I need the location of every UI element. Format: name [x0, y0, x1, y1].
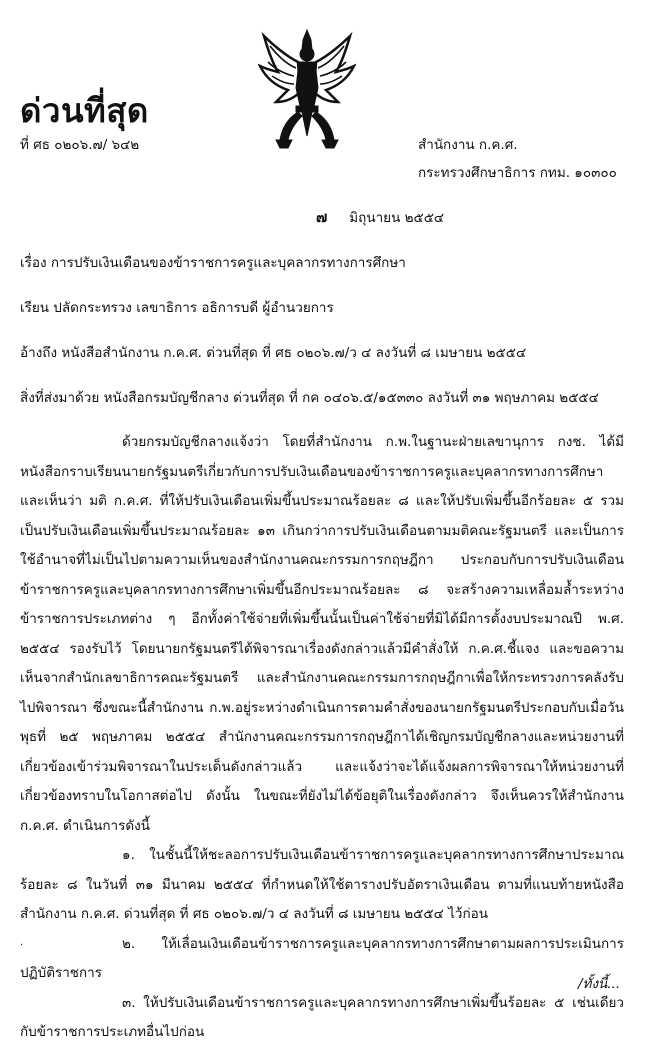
- garuda-emblem-icon: [258, 28, 356, 150]
- clause-1: ๑. ในชั้นนี้ให้ชะลอการปรับเงินเดือนข้าราชการครูและบุคลากรทางการศึกษาประมาณร้อยละ ๘ ในวันที่ ๓๑ มีนาคม ๒๕๕๔ ที่กำหนดให้ใช้ตารางปรับอัตราเงินเดือน ตามที่แนบท้ายหนังสือสำนักงาน ก.ค.ศ. ด่วนที่สุด ที่ ศธ ๐๒๐๖.๗/ว ๔ ลงวันที่ ๘ เมษายน ๒๕๕๔ ไว้ก่อน: [20, 847, 624, 922]
- urgency-heading: ด่วนที่สุด: [20, 91, 149, 130]
- recipient-line: เรียน ปลัดกระทรวง เลขาธิการ อธิการบดี ผู้อำนวยการ: [20, 300, 334, 316]
- continuation-marker: /ทั้งนี้...: [578, 976, 621, 992]
- enclosure-line: สิ่งที่ส่งมาด้วย หนังสือกรมบัญชีกลาง ด่วนที่สุด ที่ กค ๐๔๐๖.๕/๑๕๓๓๐ ลงวันที่ ๓๑ พฤษภาคม ๒๕๕๔: [20, 390, 599, 406]
- document-date: [316, 205, 444, 229]
- stray-mark: ·: [20, 940, 24, 951]
- date-month-year: มิถุนายน ๒๕๕๔: [349, 210, 445, 226]
- date-day: ๗: [316, 208, 328, 226]
- issuing-office: สำนักงาน ก.ค.ศ.: [418, 137, 518, 153]
- document-number: ที่ ศธ ๐๒๐๖.๗/ ๖๔๒: [20, 137, 140, 153]
- clause-3: ๓. ให้ปรับเงินเดือนข้าราชการครูและบุคลากรทางการศึกษาเพิ่มขึ้นร้อยละ ๕ เช่นเดียวกับข้าราชการประเภทอื่นไปก่อน: [20, 994, 624, 1040]
- letter-body: [20, 428, 624, 1048]
- reference-line: อ้างถึง หนังสือสำนักงาน ก.ค.ศ. ด่วนที่สุด ที่ ศธ ๐๒๐๖.๗/ว ๔ ลงวันที่ ๘ เมษายน ๒๕๕๔: [20, 345, 527, 361]
- body-paragraph: ด้วยกรมบัญชีกลางแจ้งว่า โดยที่สำนักงาน ก.พ.ในฐานะฝ่ายเลขานุการ กงช. ได้มีหนังสือกราบเรียนนายกรัฐมนตรีเกี่ยวกับการปรับเงินเดือนของข้าราชการครูและบุคลากรทางการศึกษา และเห็นว่า มติ ก.ค.ศ. ที่ให้ปรับเงินเดือนเพิ่มขึ้นประมาณร้อยละ ๘ และให้ปรับเพิ่มขึ้นอีกร้อยละ ๕ รวมเป็นปรับเงินเดือนเพิ่มขึ้นประมาณร้อยละ ๑๓ เกินกว่าการปรับเงินเดือนตามมติคณะรัฐมนตรี และเป็นการใช้อำนาจที่ไม่เป็นไปตามความเห็นของสำนักงานคณะกรรมการกฤษฎีกา ประกอบกับการปรับเงินเดือนข้าราชการครูและบุคลากรทางการศึกษาเพิ่มขึ้นอีกประมาณร้อยละ ๘ จะสร้างความเหลื่อมล้ำระหว่างข้าราชการประเภทต่าง ๆ อีกทั้งค่าใช้จ่ายที่เพิ่มขึ้นนั้นเป็นค่าใช้จ่ายที่มิได้มีการตั้งงบประมาณปี พ.ศ. ๒๕๕๔ รองรับไว้ โดยนายกรัฐมนตรีได้พิจารณาเรื่องดังกล่าวแล้วมีคำสั่งให้ ก.ค.ศ.ชี้แจง และขอความเห็นจากสำนักเลขาธิการคณะรัฐมนตรี และสำนักงานคณะกรรมการกฤษฎีกาเพื่อให้กระทรวงการคลังรับไปพิจารณา ซึ่งขณะนี้สำนักงาน ก.พ.อยู่ระหว่างดำเนินการตามคำสั่งของนายกรัฐมนตรีประกอบกับเมื่อวันพุธที่ ๒๕ พฤษภาคม ๒๕๕๔ สำนักงานคณะกรรมการกฤษฎีกาได้เชิญกรมบัญชีกลางและหน่วยงานที่เกี่ยวข้องเข้าร่วมพิจารณาในประเด็นดังกล่าวแล้ว และแจ้งว่าจะได้แจ้งผลการพิจารณาให้หน่วยงานที่เกี่ยวข้องทราบในโอกาสต่อไป ดังนั้น ในขณะที่ยังไม่ได้ข้อยุติในเรื่องดังกล่าว จึงเห็นควรให้สำนักงาน ก.ค.ศ. ดำเนินการดังนี้: [20, 434, 624, 834]
- ministry-address: กระทรวงศึกษาธิการ กทม. ๑๐๓๐๐: [418, 165, 617, 181]
- clause-2: ๒. ให้เลื่อนเงินเดือนข้าราชการครูและบุคลากรทางการศึกษาตามผลการประเมินการปฏิบัติราชการ: [20, 935, 624, 981]
- subject-line: เรื่อง การปรับเงินเดือนของข้าราชการครูและบุคลากรทางการศึกษา: [20, 255, 406, 271]
